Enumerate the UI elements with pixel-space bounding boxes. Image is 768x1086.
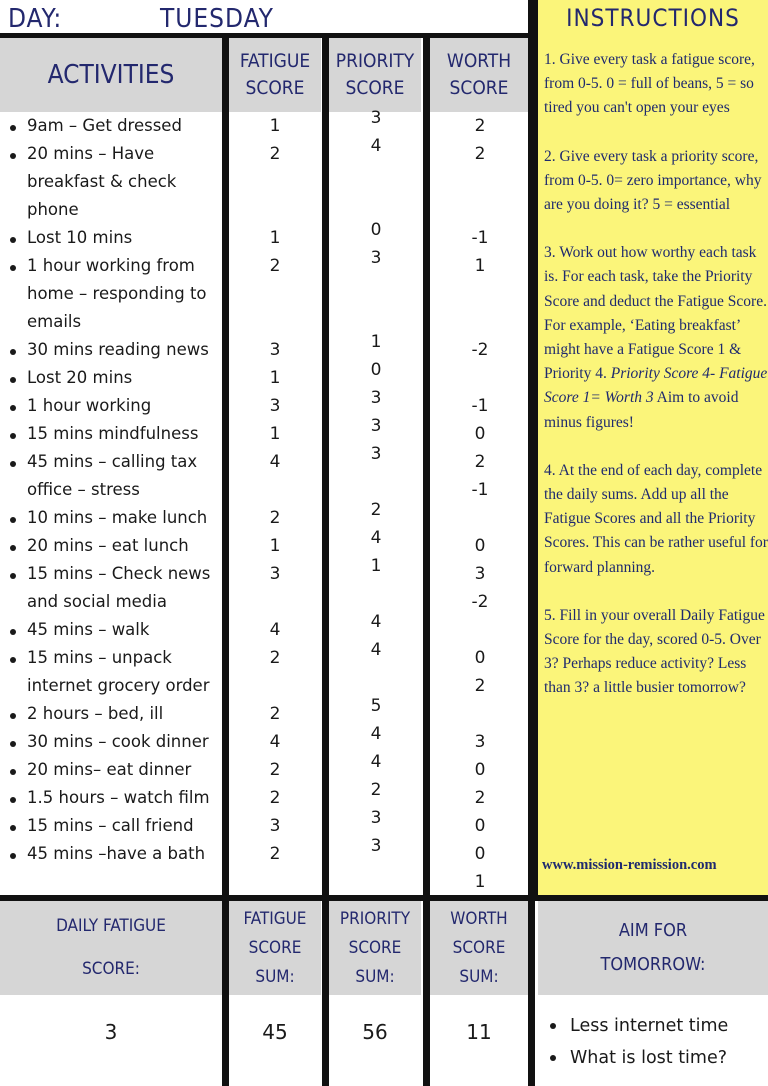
activity-line: 45 mins –have a bath	[27, 844, 206, 863]
worth-score-cell: 1	[474, 256, 486, 276]
fatigue-score-cell: 2	[269, 508, 281, 528]
activity-line: 45 mins – calling tax	[27, 452, 198, 471]
instruction-step-3	[544, 241, 768, 435]
daily-fatigue-score-header	[0, 901, 222, 995]
instructions-title: INSTRUCTIONS	[566, 4, 740, 32]
day-bar	[0, 0, 530, 38]
priority-score-sum-value: 56	[362, 1020, 388, 1044]
daily-fatigue-line1: DAILY FATIGUE	[56, 916, 166, 936]
activity-line: 9am – Get dressed	[27, 116, 182, 135]
worth-score-cell: 0	[474, 648, 486, 668]
fatigue-score-cell: 2	[269, 256, 281, 276]
header-worth-line2: SCORE	[449, 77, 509, 99]
bullet-icon	[10, 349, 16, 355]
fatigue-score-sum-header	[229, 901, 321, 995]
header-activities: ACTIVITIES	[0, 38, 222, 112]
fatigue-score-cell: 2	[269, 144, 281, 164]
bullet-icon	[10, 853, 16, 859]
bullet-icon	[10, 713, 16, 719]
activity-line: office – stress	[27, 480, 140, 499]
priority-sum-line1: PRIORITY	[339, 908, 411, 929]
worth-score-cell: 1	[474, 872, 486, 892]
bullet-icon	[10, 265, 16, 271]
aim-item: What is lost time?	[548, 1042, 728, 1074]
header-priority-line1: PRIORITY	[335, 50, 415, 72]
activity-line: Lost 10 mins	[27, 228, 133, 247]
priority-score-cell: 4	[370, 752, 382, 772]
worth-sum-line1: WORTH	[450, 908, 508, 929]
bullet-icon	[10, 153, 16, 159]
worth-sum-line3: SUM:	[459, 966, 499, 987]
activity-line: 30 mins reading news	[27, 340, 209, 359]
header-priority-line2: SCORE	[345, 77, 405, 99]
priority-score-cell: 2	[370, 500, 382, 520]
activity-line: phone	[27, 200, 79, 219]
priority-score-cell: 3	[370, 416, 382, 436]
worth-score-cell: 2	[474, 788, 486, 808]
column-divider	[322, 38, 329, 1086]
fatigue-score-cell: 3	[269, 340, 281, 360]
activity-line: 45 mins – walk	[27, 620, 150, 639]
aim-item: Less internet time	[548, 1010, 728, 1042]
bullet-icon	[10, 517, 16, 523]
daily-fatigue-line2: SCORE:	[82, 959, 140, 979]
worth-score-cell: 3	[474, 732, 486, 752]
priority-score-cell: 3	[370, 388, 382, 408]
activity-line: 20 mins – eat lunch	[27, 536, 189, 555]
fatigue-score-cell: 1	[269, 228, 281, 248]
bullet-icon	[10, 629, 16, 635]
priority-score-cell: 1	[370, 556, 382, 576]
activity-line: Lost 20 mins	[27, 368, 133, 387]
fatigue-sum-line1: FATIGUE	[243, 908, 307, 929]
bullet-icon	[10, 237, 16, 243]
bullet-icon	[10, 461, 16, 467]
priority-score-cell: 3	[370, 808, 382, 828]
worth-score-cell: 0	[474, 760, 486, 780]
activity-line: 20 mins– eat dinner	[27, 760, 192, 779]
instruction-step-1: 1. Give every task a fatigue score, from 0-5. 0 = full of beans, 5 = so tired you can't open your eyes	[544, 51, 755, 117]
worth-score-cell: 2	[474, 116, 486, 136]
bullet-icon	[10, 405, 16, 411]
worth-score-cell: 2	[474, 144, 486, 164]
activity-line: 1 hour working from	[27, 256, 195, 275]
aim-list	[548, 1010, 728, 1074]
priority-score-cell: 0	[370, 220, 382, 240]
instruction-step-3-example: Priority Score 4- Fatigue Score 1= Worth 3	[544, 365, 768, 407]
priority-score-cell: 3	[370, 248, 382, 268]
fatigue-score-cell: 2	[269, 844, 281, 864]
aim-line1: AIM FOR	[618, 920, 688, 941]
fatigue-score-cell: 4	[269, 452, 281, 472]
website-link[interactable]: www.mission-remission.com	[542, 857, 717, 873]
bullet-icon	[10, 125, 16, 131]
priority-score-cell: 4	[370, 136, 382, 156]
priority-score-cell: 5	[370, 696, 382, 716]
fatigue-score-cell: 1	[269, 116, 281, 136]
worth-score-cell: 3	[474, 564, 486, 584]
aim-line2: TOMORROW:	[600, 954, 706, 975]
activity-line: home – responding to	[27, 284, 207, 303]
activity-line: internet grocery order	[27, 676, 210, 695]
column-divider	[222, 38, 229, 1086]
header-fatigue-line2: SCORE	[245, 77, 305, 99]
activity-line: 30 mins – cook dinner	[27, 732, 209, 751]
bullet-icon	[10, 741, 16, 747]
instruction-step-5: 5. Fill in your overall Daily Fatigue Score for the day, scored 0-5. Over 3? Perhaps reduce activity? Less than 3? a little busier tomorrow?	[544, 606, 765, 697]
worth-score-cell: -2	[471, 340, 489, 360]
worth-score-cell: 0	[474, 536, 486, 556]
bullet-icon	[10, 657, 16, 663]
fatigue-sum-line2: SCORE	[248, 937, 302, 958]
priority-score-cell: 4	[370, 528, 382, 548]
aim-for-tomorrow-header	[538, 901, 768, 995]
instructions-panel	[532, 0, 768, 895]
column-divider	[423, 38, 430, 1086]
activity-line: emails	[27, 312, 82, 331]
fatigue-score-cell: 2	[269, 760, 281, 780]
worth-score-cell: 2	[474, 452, 486, 472]
worth-score-sum-header	[430, 901, 528, 995]
instructions-body	[544, 48, 768, 725]
fatigue-score-cell: 3	[269, 564, 281, 584]
activity-line: 1.5 hours – watch film	[27, 788, 210, 807]
priority-score-cell: 3	[370, 108, 382, 128]
bullet-icon	[10, 573, 16, 579]
priority-score-cell: 2	[370, 780, 382, 800]
instruction-step-2: 2. Give every task a priority score, from 0-5. 0= zero importance, why are you doing it? 5 = essential	[544, 147, 762, 214]
bullet-icon	[10, 545, 16, 551]
priority-score-cell: 4	[370, 640, 382, 660]
activity-line: 20 mins – Have	[27, 144, 155, 163]
activity-line: 1 hour working	[27, 396, 152, 415]
activity-line: 15 mins – unpack	[27, 648, 172, 667]
fatigue-score-cell: 1	[269, 368, 281, 388]
fatigue-score-cell: 4	[269, 732, 281, 752]
activity-line: 10 mins – make lunch	[27, 508, 208, 527]
header-worth-line1: WORTH	[446, 50, 512, 72]
worth-score-cell: 0	[474, 424, 486, 444]
fatigue-sum-line3: SUM:	[255, 966, 295, 987]
instruction-step-3-text: 3. Work out how worthy each task is. For each task, take the Priority Score and deduct the Fatigue Score. For example, ‘Eating breakfast’ might have a Fatigue Score 1 & Priority 4.	[544, 244, 767, 383]
priority-score-cell: 1	[370, 332, 382, 352]
activity-line: 15 mins mindfulness	[27, 424, 199, 443]
fatigue-score-cell: 2	[269, 648, 281, 668]
worth-score-cell: 2	[474, 676, 486, 696]
fatigue-score-cell: 4	[269, 620, 281, 640]
priority-sum-line2: SCORE	[348, 937, 402, 958]
activity-line: 15 mins – call friend	[27, 816, 194, 835]
header-priority-score	[329, 38, 421, 112]
priority-score-sum-header	[329, 901, 421, 995]
fatigue-score-cell: 1	[269, 536, 281, 556]
instruction-step-3-tip: Aim to avoid minus figures!	[544, 389, 739, 431]
priority-score-cell: 4	[370, 612, 382, 632]
day-label: DAY:	[8, 4, 63, 34]
activity-line: and social media	[27, 592, 167, 611]
bullet-icon	[10, 433, 16, 439]
priority-score-cell: 0	[370, 360, 382, 380]
fatigue-score-sum-value: 45	[262, 1020, 288, 1044]
priority-score-cell: 3	[370, 444, 382, 464]
fatigue-score-cell: 2	[269, 788, 281, 808]
worth-score-cell: 0	[474, 844, 486, 864]
worth-sum-line2: SCORE	[452, 937, 506, 958]
activity-line: breakfast & check	[27, 172, 177, 191]
fatigue-score-cell: 1	[269, 424, 281, 444]
worth-score-cell: -1	[471, 396, 489, 416]
fatigue-score-cell: 3	[269, 816, 281, 836]
day-value: TUESDAY	[160, 4, 274, 34]
fatigue-score-cell: 3	[269, 396, 281, 416]
instruction-step-4: 4. At the end of each day, complete the daily sums. Add up all the Fatigue Scores and all the Priority Scores. This can be rather useful for forward planning.	[544, 461, 768, 576]
header-fatigue-score	[229, 38, 321, 112]
worth-score-cell: -1	[471, 480, 489, 500]
bullet-icon	[10, 377, 16, 383]
worth-score-cell: -2	[471, 592, 489, 612]
activity-line: 15 mins – Check news	[27, 564, 211, 583]
priority-score-cell: 3	[370, 836, 382, 856]
fatigue-score-cell: 2	[269, 704, 281, 724]
header-worth-score	[430, 38, 528, 112]
priority-sum-line3: SUM:	[355, 966, 395, 987]
priority-score-cell: 4	[370, 724, 382, 744]
worth-score-sum-value: 11	[466, 1020, 492, 1044]
worth-score-cell: -1	[471, 228, 489, 248]
daily-fatigue-score-value: 3	[104, 1020, 118, 1044]
worth-score-cell: 0	[474, 816, 486, 836]
bullet-icon	[10, 769, 16, 775]
header-fatigue-line1: FATIGUE	[239, 50, 311, 72]
bullet-icon	[10, 797, 16, 803]
activity-line: 2 hours – bed, ill	[27, 704, 164, 723]
bullet-icon	[10, 825, 16, 831]
